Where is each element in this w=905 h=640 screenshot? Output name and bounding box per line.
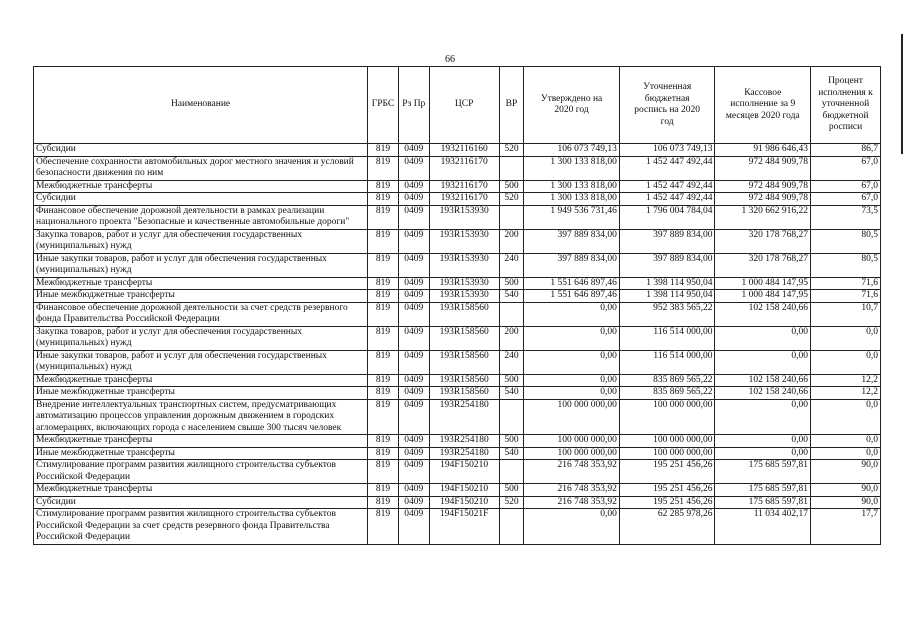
cell-refined: 1 796 004 784,04 — [619, 205, 715, 229]
cell-approved: 1 551 646 897,46 — [524, 290, 620, 303]
cell-approved: 1 949 536 731,46 — [524, 205, 620, 229]
cell-name: Межбюджетные трансферты — [34, 435, 368, 448]
cell-rzpr: 0409 — [398, 205, 429, 229]
cell-name: Внедрение интеллектуальных транспортных систем, предусматривающих автоматизацию процессов управления дорожным движением в городских агломерациях, включающих города с населением свыше 300 тысяч человек — [34, 399, 368, 435]
cell-percent: 80,5 — [811, 229, 881, 253]
cell-refined: 835 869 565,22 — [619, 387, 715, 400]
cell-vr: 520 — [499, 144, 524, 157]
cell-cash: 320 178 768,27 — [715, 229, 811, 253]
header-refined: Уточненная бюджетная роспись на 2020 год — [619, 67, 715, 144]
cell-vr: 240 — [499, 253, 524, 277]
cell-approved: 1 300 133 818,00 — [524, 180, 620, 193]
cell-refined: 62 285 978,26 — [619, 509, 715, 545]
cell-name: Финансовое обеспечение дорожной деятельности в рамках реализации национального проекта "Безопасные и качественные автомобильные дороги" — [34, 205, 368, 229]
cell-approved: 0,00 — [524, 302, 620, 326]
cell-csr: 194F15021F — [429, 509, 499, 545]
table-row — [34, 399, 881, 435]
cell-rzpr: 0409 — [398, 509, 429, 545]
cell-csr: 193R158560 — [429, 350, 499, 374]
cell-csr: 193R153930 — [429, 253, 499, 277]
page-edge-line — [901, 34, 903, 154]
cell-percent: 0,0 — [811, 435, 881, 448]
cell-grbs: 819 — [368, 387, 399, 400]
cell-approved: 397 889 834,00 — [524, 253, 620, 277]
cell-grbs: 819 — [368, 205, 399, 229]
cell-percent: 90,0 — [811, 484, 881, 497]
cell-vr: 200 — [499, 229, 524, 253]
cell-rzpr: 0409 — [398, 144, 429, 157]
cell-vr: 500 — [499, 374, 524, 387]
table-row — [34, 156, 881, 180]
cell-vr: 200 — [499, 326, 524, 350]
cell-cash: 0,00 — [715, 435, 811, 448]
cell-refined: 195 251 456,26 — [619, 496, 715, 509]
cell-refined: 952 383 565,22 — [619, 302, 715, 326]
cell-approved: 216 748 353,92 — [524, 496, 620, 509]
header-cash: Кассовое исполнение за 9 месяцев 2020 года — [715, 67, 811, 144]
cell-percent: 67,0 — [811, 156, 881, 180]
cell-refined: 195 251 456,26 — [619, 484, 715, 497]
cell-refined: 1 452 447 492,44 — [619, 180, 715, 193]
cell-refined: 1 452 447 492,44 — [619, 193, 715, 206]
cell-vr: 500 — [499, 484, 524, 497]
table-row — [34, 253, 881, 277]
cell-csr: 1932116170 — [429, 156, 499, 180]
cell-name: Межбюджетные трансферты — [34, 180, 368, 193]
cell-rzpr: 0409 — [398, 326, 429, 350]
cell-vr: 240 — [499, 350, 524, 374]
header-csr: ЦСР — [429, 67, 499, 144]
cell-percent: 10,7 — [811, 302, 881, 326]
cell-cash: 0,00 — [715, 399, 811, 435]
cell-refined: 100 000 000,00 — [619, 399, 715, 435]
cell-cash: 1 000 484 147,95 — [715, 277, 811, 290]
cell-percent: 73,5 — [811, 205, 881, 229]
cell-grbs: 819 — [368, 229, 399, 253]
cell-approved: 0,00 — [524, 387, 620, 400]
cell-percent: 71,6 — [811, 290, 881, 303]
cell-cash: 175 685 597,81 — [715, 496, 811, 509]
cell-grbs: 819 — [368, 193, 399, 206]
cell-approved: 1 300 133 818,00 — [524, 156, 620, 180]
table-body — [34, 144, 881, 545]
cell-refined: 1 452 447 492,44 — [619, 156, 715, 180]
cell-name: Иные межбюджетные трансферты — [34, 290, 368, 303]
cell-cash: 175 685 597,81 — [715, 484, 811, 497]
cell-vr: 500 — [499, 435, 524, 448]
cell-rzpr: 0409 — [398, 399, 429, 435]
cell-refined: 106 073 749,13 — [619, 144, 715, 157]
cell-csr: 193R254180 — [429, 447, 499, 460]
cell-percent: 0,0 — [811, 326, 881, 350]
cell-percent: 17,7 — [811, 509, 881, 545]
cell-approved: 0,00 — [524, 374, 620, 387]
header-rzpr: Рз Пр — [398, 67, 429, 144]
cell-csr: 193R158560 — [429, 326, 499, 350]
cell-refined: 397 889 834,00 — [619, 253, 715, 277]
cell-csr: 194F150210 — [429, 484, 499, 497]
cell-grbs: 819 — [368, 180, 399, 193]
cell-vr: 500 — [499, 180, 524, 193]
cell-refined: 100 000 000,00 — [619, 447, 715, 460]
cell-cash: 1 320 662 916,22 — [715, 205, 811, 229]
cell-name: Иные межбюджетные трансферты — [34, 387, 368, 400]
cell-name: Иные закупки товаров, работ и услуг для обеспечения государственных (муниципальных) нужд — [34, 350, 368, 374]
cell-csr: 193R254180 — [429, 399, 499, 435]
cell-cash: 320 178 768,27 — [715, 253, 811, 277]
header-name: Наименование — [34, 67, 368, 144]
cell-grbs: 819 — [368, 435, 399, 448]
cell-rzpr: 0409 — [398, 302, 429, 326]
cell-rzpr: 0409 — [398, 496, 429, 509]
cell-name: Финансовое обеспечение дорожной деятельности за счет средств резервного фонда Правительства Российской Федерации — [34, 302, 368, 326]
cell-cash: 972 484 909,78 — [715, 193, 811, 206]
cell-vr: 520 — [499, 193, 524, 206]
header-grbs: ГРБС — [368, 67, 399, 144]
cell-name: Обеспечение сохранности автомобильных дорог местного значения и условий безопасности движения по ним — [34, 156, 368, 180]
cell-rzpr: 0409 — [398, 435, 429, 448]
cell-csr: 193R153930 — [429, 229, 499, 253]
table-row — [34, 496, 881, 509]
cell-approved: 1 551 646 897,46 — [524, 277, 620, 290]
table-row — [34, 277, 881, 290]
cell-vr — [499, 205, 524, 229]
cell-grbs: 819 — [368, 253, 399, 277]
cell-refined: 397 889 834,00 — [619, 229, 715, 253]
cell-refined: 835 869 565,22 — [619, 374, 715, 387]
cell-percent: 67,0 — [811, 180, 881, 193]
table-row — [34, 180, 881, 193]
cell-csr: 193R153930 — [429, 205, 499, 229]
table-row — [34, 205, 881, 229]
cell-approved: 216 748 353,92 — [524, 484, 620, 497]
cell-csr: 193R158560 — [429, 387, 499, 400]
cell-refined: 1 398 114 950,04 — [619, 277, 715, 290]
cell-name: Межбюджетные трансферты — [34, 374, 368, 387]
cell-percent: 71,6 — [811, 277, 881, 290]
cell-grbs: 819 — [368, 277, 399, 290]
cell-percent: 12,2 — [811, 374, 881, 387]
cell-name: Иные закупки товаров, работ и услуг для обеспечения государственных (муниципальных) нужд — [34, 253, 368, 277]
cell-csr: 193R153930 — [429, 277, 499, 290]
cell-percent: 86,7 — [811, 144, 881, 157]
cell-vr — [499, 156, 524, 180]
cell-rzpr: 0409 — [398, 156, 429, 180]
cell-approved: 216 748 353,92 — [524, 460, 620, 484]
cell-grbs: 819 — [368, 302, 399, 326]
cell-grbs: 819 — [368, 290, 399, 303]
cell-csr: 193R158560 — [429, 374, 499, 387]
cell-percent: 67,0 — [811, 193, 881, 206]
cell-percent: 90,0 — [811, 496, 881, 509]
table-row — [34, 435, 881, 448]
table-row — [34, 484, 881, 497]
cell-grbs: 819 — [368, 156, 399, 180]
cell-grbs: 819 — [368, 374, 399, 387]
cell-cash: 1 000 484 147,95 — [715, 290, 811, 303]
header-row — [34, 67, 881, 144]
cell-csr: 194F150210 — [429, 496, 499, 509]
table-row — [34, 290, 881, 303]
cell-grbs: 819 — [368, 350, 399, 374]
cell-percent: 12,2 — [811, 387, 881, 400]
cell-vr: 540 — [499, 447, 524, 460]
cell-rzpr: 0409 — [398, 447, 429, 460]
cell-name: Субсидии — [34, 193, 368, 206]
cell-csr: 193R158560 — [429, 302, 499, 326]
cell-cash: 102 158 240,66 — [715, 302, 811, 326]
cell-refined: 1 398 114 950,04 — [619, 290, 715, 303]
cell-grbs: 819 — [368, 484, 399, 497]
cell-approved: 397 889 834,00 — [524, 229, 620, 253]
table-row — [34, 447, 881, 460]
cell-name: Субсидии — [34, 496, 368, 509]
cell-vr — [499, 509, 524, 545]
cell-approved: 1 300 133 818,00 — [524, 193, 620, 206]
header-approved: Утверждено на 2020 год — [524, 67, 620, 144]
cell-percent: 0,0 — [811, 399, 881, 435]
table-row — [34, 326, 881, 350]
cell-cash: 972 484 909,78 — [715, 156, 811, 180]
header-percent: Процент исполнения к уточненной бюджетной росписи — [811, 67, 881, 144]
cell-vr — [499, 399, 524, 435]
cell-rzpr: 0409 — [398, 350, 429, 374]
cell-rzpr: 0409 — [398, 180, 429, 193]
cell-grbs: 819 — [368, 144, 399, 157]
cell-grbs: 819 — [368, 399, 399, 435]
cell-cash: 0,00 — [715, 326, 811, 350]
cell-refined: 195 251 456,26 — [619, 460, 715, 484]
cell-rzpr: 0409 — [398, 253, 429, 277]
cell-cash: 102 158 240,66 — [715, 387, 811, 400]
table-row — [34, 387, 881, 400]
cell-name: Субсидии — [34, 144, 368, 157]
cell-rzpr: 0409 — [398, 229, 429, 253]
cell-vr: 500 — [499, 277, 524, 290]
cell-cash: 91 986 646,43 — [715, 144, 811, 157]
cell-name: Стимулирование программ развития жилищного строительства субъектов Российской Федерации за счет средств резервного фонда Правительства Российской Федерации — [34, 509, 368, 545]
cell-vr: 540 — [499, 290, 524, 303]
cell-rzpr: 0409 — [398, 277, 429, 290]
table-row — [34, 350, 881, 374]
cell-name: Иные межбюджетные трансферты — [34, 447, 368, 460]
cell-approved: 100 000 000,00 — [524, 399, 620, 435]
cell-rzpr: 0409 — [398, 484, 429, 497]
cell-vr — [499, 302, 524, 326]
page-number: 66 — [445, 54, 455, 65]
table-row — [34, 509, 881, 545]
header-vr: ВР — [499, 67, 524, 144]
table-row — [34, 144, 881, 157]
cell-rzpr: 0409 — [398, 460, 429, 484]
table-row — [34, 374, 881, 387]
cell-grbs: 819 — [368, 496, 399, 509]
cell-csr: 193R254180 — [429, 435, 499, 448]
cell-refined: 116 514 000,00 — [619, 326, 715, 350]
cell-grbs: 819 — [368, 447, 399, 460]
cell-cash: 972 484 909,78 — [715, 180, 811, 193]
table-row — [34, 229, 881, 253]
cell-name: Закупка товаров, работ и услуг для обеспечения государственных (муниципальных) нужд — [34, 326, 368, 350]
cell-approved: 0,00 — [524, 350, 620, 374]
cell-percent: 90,0 — [811, 460, 881, 484]
cell-csr: 194F150210 — [429, 460, 499, 484]
cell-name: Межбюджетные трансферты — [34, 277, 368, 290]
budget-table — [33, 66, 881, 545]
cell-grbs: 819 — [368, 509, 399, 545]
cell-cash: 11 034 402,17 — [715, 509, 811, 545]
cell-grbs: 819 — [368, 326, 399, 350]
cell-csr: 193R153930 — [429, 290, 499, 303]
cell-name: Стимулирование программ развития жилищного строительства субъектов Российской Федерации — [34, 460, 368, 484]
cell-csr: 1932116160 — [429, 144, 499, 157]
cell-csr: 1932116170 — [429, 193, 499, 206]
cell-cash: 0,00 — [715, 350, 811, 374]
cell-cash: 102 158 240,66 — [715, 374, 811, 387]
cell-percent: 0,0 — [811, 447, 881, 460]
cell-approved: 0,00 — [524, 509, 620, 545]
cell-approved: 106 073 749,13 — [524, 144, 620, 157]
cell-cash: 175 685 597,81 — [715, 460, 811, 484]
cell-rzpr: 0409 — [398, 290, 429, 303]
cell-grbs: 819 — [368, 460, 399, 484]
cell-refined: 116 514 000,00 — [619, 350, 715, 374]
cell-refined: 100 000 000,00 — [619, 435, 715, 448]
table-row — [34, 460, 881, 484]
cell-approved: 100 000 000,00 — [524, 447, 620, 460]
cell-csr: 1932116170 — [429, 180, 499, 193]
cell-percent: 0,0 — [811, 350, 881, 374]
table-row — [34, 302, 881, 326]
cell-approved: 0,00 — [524, 326, 620, 350]
cell-vr — [499, 460, 524, 484]
cell-name: Закупка товаров, работ и услуг для обеспечения государственных (муниципальных) нужд — [34, 229, 368, 253]
cell-vr: 540 — [499, 387, 524, 400]
table-row — [34, 193, 881, 206]
cell-rzpr: 0409 — [398, 387, 429, 400]
cell-rzpr: 0409 — [398, 193, 429, 206]
cell-percent: 80,5 — [811, 253, 881, 277]
cell-rzpr: 0409 — [398, 374, 429, 387]
cell-cash: 0,00 — [715, 447, 811, 460]
cell-vr: 520 — [499, 496, 524, 509]
cell-name: Межбюджетные трансферты — [34, 484, 368, 497]
cell-approved: 100 000 000,00 — [524, 435, 620, 448]
